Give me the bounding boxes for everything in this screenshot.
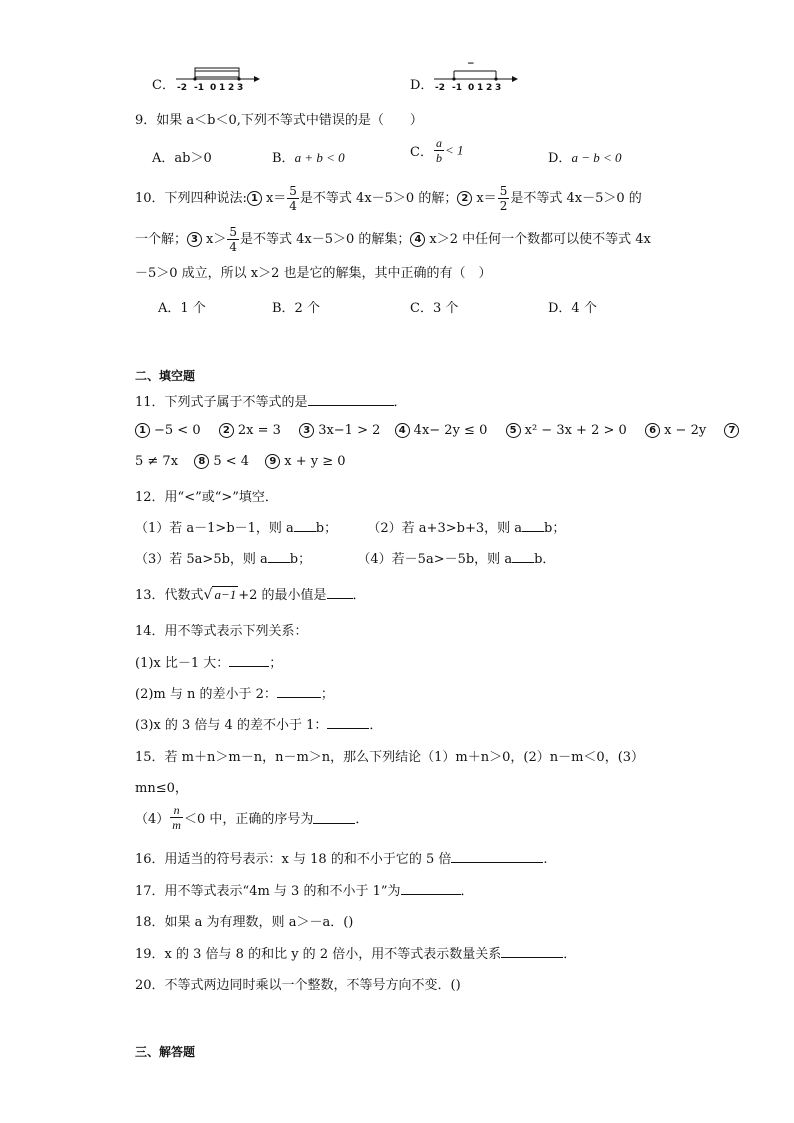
q8-c-tick: 0 — [210, 83, 217, 92]
answer-blank — [229, 654, 269, 667]
q15-fraction: $\frac{n}{m}$ — [172, 803, 181, 832]
circled-number: 1 — [135, 423, 150, 438]
q19: 19．x 的 3 倍与 8 的和比 y 的 2 倍小，用不等式表示数量关系 ． — [135, 947, 577, 962]
circled-number: 4 — [395, 423, 410, 438]
fraction: $\frac{5}{2}$ — [499, 184, 508, 213]
answer-blank — [268, 550, 290, 563]
q9-b-expr: a + b < 0 — [294, 150, 345, 165]
answer-blank — [308, 393, 394, 406]
q8-c-tick: 2 — [228, 83, 235, 92]
q8-c-tick: 1 — [219, 83, 226, 92]
circled-number: 8 — [194, 454, 209, 469]
q9-option-d: D．a − b < 0 — [548, 150, 622, 166]
q18: 18．如果 a 为有理数，则 a＞－a．() — [135, 915, 354, 930]
q14-line2: (2)m 与 n 的差小于 2： ； — [135, 687, 334, 702]
circled-number: 1 — [247, 191, 262, 206]
q8-d-tick: 0 — [468, 83, 475, 92]
answer-blank — [451, 850, 543, 863]
q14-line1: (1)x 比－1 大： ； — [135, 656, 283, 671]
q10-line3: －5＞0 成立，所以 x＞2 也是它的解集，其中正确的有（ ） — [135, 266, 492, 281]
q8-d-tick: -2 — [435, 83, 445, 92]
q15-line1: 15．若 m＋n＞m－n，n－m＞n，那么下列结论（1）m＋n＞0，(2）n－m＜0，(3） — [135, 750, 645, 765]
q11-items-line1: 1 −5 < 0 2 2x = 3 3 3x−1 > 2 4 4x− 2y ≤ 0 5 x² − 3x + 2 > 0 6 x − 2y 7 — [135, 423, 743, 438]
q10-option-a: A．1 个 — [158, 301, 206, 316]
q14-stem: 14．用不等式表示下列关系： — [135, 624, 308, 639]
q8-option-d-number-line — [430, 58, 520, 92]
q9-stem: 9．如果 a＜b＜0,下列不等式中错误的是（ ） — [135, 113, 423, 128]
q8-c-tick: 3 — [237, 83, 244, 92]
section-heading: 三、解答题 — [135, 1045, 196, 1059]
q11-items-line2: 5 ≠ 7x 8 5 < 4 9 x + y ≥ 0 — [135, 454, 346, 469]
circled-number: 5 — [506, 423, 521, 438]
q10-line2: 一个解； 3 x＞ $\frac{5}{4}$ 是不等式 4x－5＞0 的解集； 4 x＞2 中任何一个数都可以使不等式 4x — [135, 225, 651, 254]
circled-number: 6 — [645, 423, 660, 438]
q12-line1: （1）若 a－1>b－1，则 a b； （2）若 a+3>b+3，则 a b； — [135, 521, 566, 536]
q14-line3: (3)x 的 3 倍与 4 的差不小于 1： ． — [135, 718, 383, 733]
q8-c-tick: -1 — [194, 83, 204, 92]
q13: 13．代数式√ a−1 +2 的最小值是 ． — [135, 587, 366, 603]
q20: 20．不等式两边同时乘以一个整数，不等号方向不变．() — [135, 978, 461, 993]
answer-blank — [522, 519, 544, 532]
fraction: $\frac{5}{4}$ — [289, 184, 297, 213]
q12-stem: 12．用“<”或“>”填空． — [135, 490, 278, 505]
circled-number: 2 — [219, 423, 234, 438]
circled-number: 3 — [299, 423, 314, 438]
q17: 17．用不等式表示“4m 与 3 的和不小于 1”为 ． — [135, 884, 474, 899]
circled-number: 3 — [187, 232, 202, 247]
q15-line3: （4） $\frac{n}{m}$ ＜0 中，正确的序号为 ． — [135, 803, 369, 832]
section-heading: 二、填空题 — [135, 369, 196, 383]
q11-stem: 11．下列式子属于不等式的是 ． — [135, 395, 407, 410]
q8-d-mark: − — [467, 59, 475, 69]
circled-number: 4 — [410, 232, 425, 247]
q8-option-c-number-line — [172, 66, 262, 92]
q16: 16．用适当的符号表示：x 与 18 的和不小于它的 5 倍 . — [135, 852, 548, 867]
q8-d-tick: 2 — [486, 83, 493, 92]
sqrt-radicand: a−1 — [214, 587, 237, 602]
q10-option-c: C．3 个 — [410, 301, 459, 316]
q8-option-d-label: D． — [410, 78, 434, 93]
q9-c-fraction: $\frac{a}{b}$ — [435, 136, 442, 165]
circled-number: 9 — [265, 454, 280, 469]
answer-blank — [512, 550, 534, 563]
q12-line2: （3）若 5a>5b，则 a b； （4）若－5a>－5b，则 a b． — [135, 552, 556, 567]
q10-option-d: D．4 个 — [548, 301, 597, 316]
q10-line1: 10．下列四种说法: 1 x＝ $\frac{5}{4}$ 是不等式 4x－5＞0 的解； 2 x＝ $\frac{5}{2}$ 是不等式 4x－5＞0 的 — [135, 184, 642, 213]
q9-option-b: B．a + b < 0 — [272, 150, 345, 166]
answer-blank — [327, 716, 369, 729]
q8-d-tick: 3 — [495, 83, 502, 92]
q10-option-b: B．2 个 — [272, 301, 320, 316]
answer-blank — [294, 519, 316, 532]
q8-option-c-label: C． — [152, 78, 175, 93]
q9-d-expr: a − b < 0 — [571, 150, 622, 165]
fraction: $\frac{5}{4}$ — [229, 225, 237, 254]
sqrt-sign: √ — [203, 587, 213, 603]
q15-line2: mn≤0， — [135, 781, 188, 796]
q9-option-a: A．ab＞0 — [152, 151, 212, 166]
q8-c-tick: -2 — [177, 83, 187, 92]
q8-d-tick: -1 — [452, 83, 462, 92]
q9-option-c: C． $\frac{a}{b}$ < 1 — [410, 136, 464, 165]
answer-blank — [313, 811, 355, 824]
circled-number: 2 — [457, 191, 472, 206]
q8-d-tick: 1 — [477, 83, 484, 92]
answer-blank — [401, 882, 461, 895]
answer-blank — [501, 945, 563, 958]
answer-blank — [277, 685, 321, 698]
circled-number: 7 — [724, 423, 739, 438]
answer-blank — [327, 586, 353, 599]
